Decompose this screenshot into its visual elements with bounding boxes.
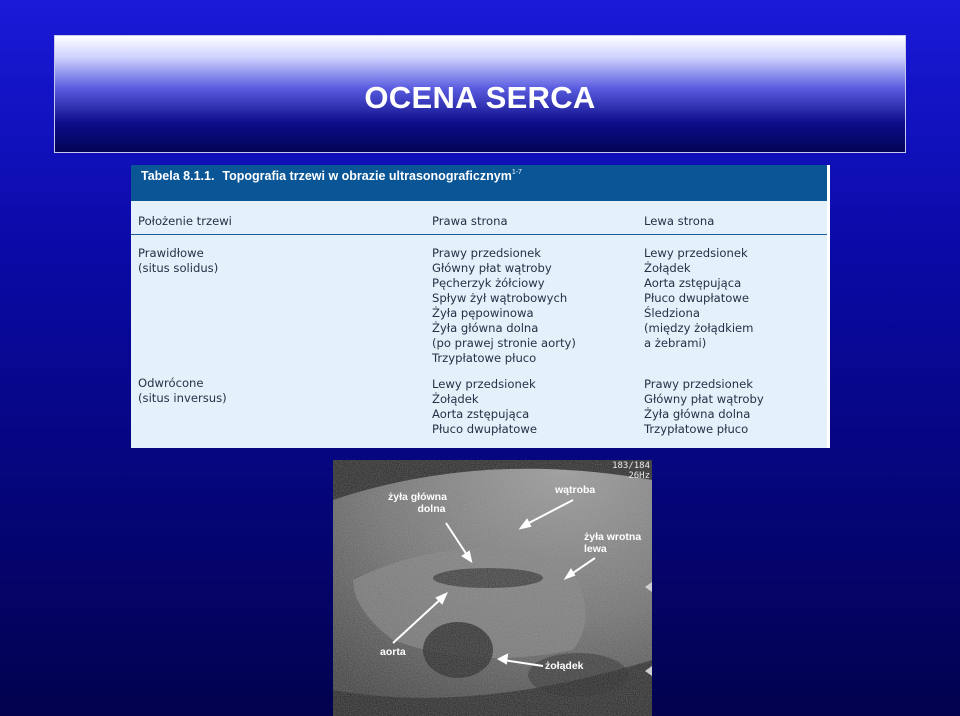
ultrasound-image	[333, 460, 652, 716]
table-cell-line: (między żołądkiem	[644, 321, 754, 335]
table-cell-line: Żołądek	[432, 392, 479, 406]
column-header-position: Położenie trzewi	[138, 214, 232, 228]
table-cell-line: Spływ żył wątrobowych	[432, 291, 568, 305]
row-normal-position-line: Prawidłowe	[138, 246, 204, 260]
row-normal-left	[644, 246, 753, 351]
ultrasound-frame-counter: 183/184	[612, 461, 650, 471]
row-inversus-left	[644, 377, 764, 437]
table-caption-text: Topografia trzewi w obrazie ultrasonograficznym	[222, 169, 512, 183]
row-inversus-position	[138, 376, 227, 406]
table-cell-line: Główny płat wątroby	[432, 261, 552, 275]
table-cell-line: Płuco dwupłatowe	[432, 422, 537, 436]
table-cell-line: a żebrami)	[644, 336, 707, 350]
table-number: Tabela 8.1.1.	[141, 169, 215, 183]
label-ivc-line: dolna	[417, 503, 446, 515]
label-portal-vein-line: lewa	[584, 543, 607, 555]
table-cell-line: Prawy przedsionek	[432, 246, 541, 260]
row-normal-right	[432, 246, 576, 366]
table-cell-line: Aorta zstępująca	[644, 276, 742, 290]
table-cell-line: Żyła pępowinowa	[432, 306, 534, 320]
table-cell-line: Trzypłatowe płuco	[432, 351, 537, 365]
column-header-left: Lewa strona	[644, 214, 715, 228]
row-inversus-position-line: (situs inversus)	[138, 391, 227, 405]
table-cell-line: Płuco dwupłatowe	[644, 291, 749, 305]
ultrasound-scan	[333, 460, 652, 716]
label-portal-vein	[584, 531, 641, 555]
table-cell-line: (po prawej stronie aorty)	[432, 336, 576, 350]
table-cell-line: Żołądek	[644, 261, 691, 275]
table-cell-line: Prawy przedsionek	[644, 377, 753, 391]
table-cell-line: Lewy przedsionek	[432, 377, 536, 391]
row-normal-position-line: (situs solidus)	[138, 261, 219, 275]
table-caption-sup: 1-7	[511, 169, 522, 176]
ultrasound-frame-info	[612, 461, 650, 481]
slide-title: OCENA SERCA	[364, 80, 596, 115]
row-normal-position	[138, 246, 218, 276]
ultrasound-frame-rate: 26Hz	[628, 471, 650, 481]
table-cell-line: Aorta zstępująca	[432, 407, 530, 421]
row-inversus-right	[432, 377, 537, 437]
table-caption	[131, 165, 827, 201]
label-aorta: aorta	[380, 646, 406, 658]
table-cell-line: Lewy przedsionek	[644, 246, 748, 260]
title-box	[54, 35, 906, 153]
table-cell-line: Żyła główna dolna	[432, 321, 539, 335]
column-header-right: Prawa strona	[432, 214, 508, 228]
row-inversus-position-line: Odwrócone	[138, 376, 204, 390]
table-column-header	[131, 210, 827, 235]
table-cell-line: Główny płat wątroby	[644, 392, 764, 406]
label-liver: wątroba	[555, 484, 596, 496]
table-cell-line: Pęcherzyk żółciowy	[432, 276, 545, 290]
speckle-texture	[333, 460, 652, 716]
label-portal-vein-line: żyła wrotna	[584, 531, 642, 543]
topography-table	[131, 165, 830, 448]
label-ivc-line: żyła główna	[388, 491, 447, 503]
table-cell-line: Śledziona	[644, 306, 700, 320]
table-cell-line: Żyła główna dolna	[644, 407, 751, 421]
label-ivc	[388, 491, 447, 515]
table-cell-line: Trzypłatowe płuco	[644, 422, 749, 436]
label-stomach: żołądek	[545, 660, 584, 672]
